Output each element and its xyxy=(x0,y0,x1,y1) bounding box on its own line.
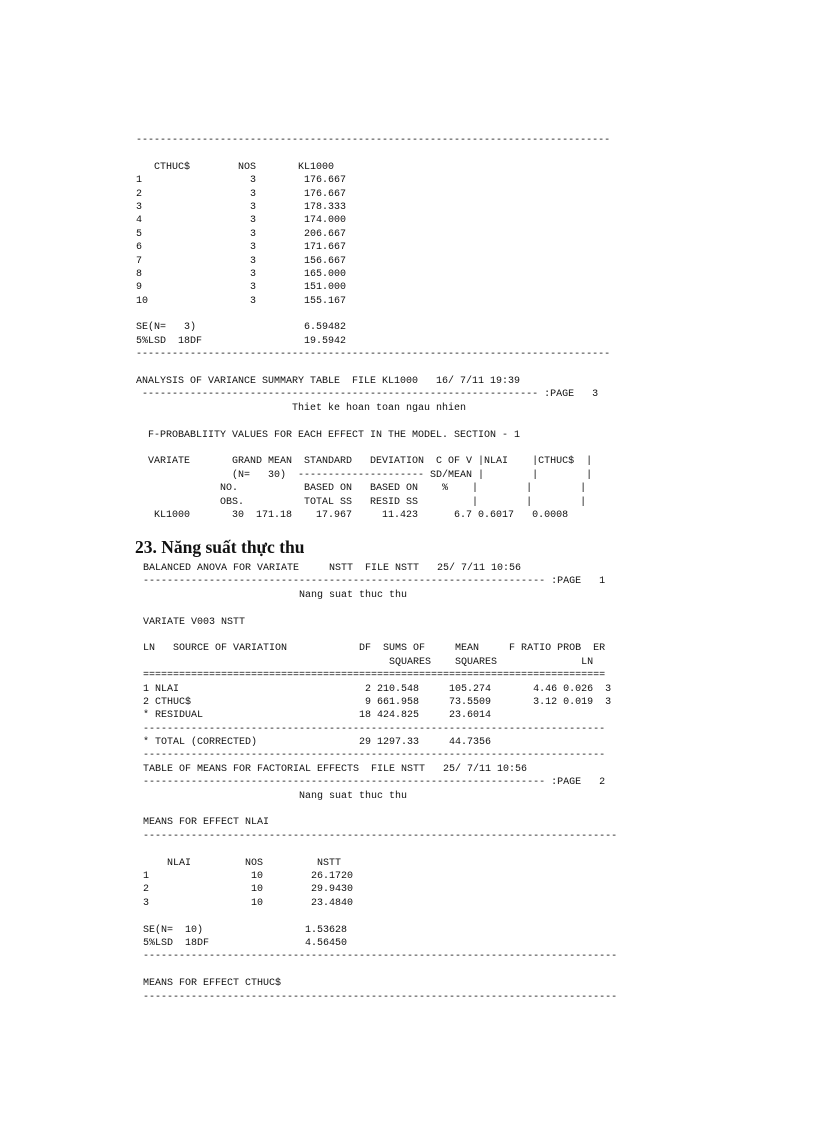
output-line: KL1000 30 171.18 17.967 11.423 6.7 0.6017 0.0008 xyxy=(136,509,569,521)
output-line: 5%LSD 18DF 19.5942 xyxy=(136,335,347,347)
output-line: SQUARES SQUARES LN xyxy=(143,656,594,668)
output-line: 1 10 26.1720 xyxy=(143,870,354,882)
output-line xyxy=(136,308,610,321)
output-line: Thiet ke hoan toan ngau nhien xyxy=(136,402,467,414)
output-line: 2 3 176.667 xyxy=(136,188,347,200)
output-line: LN SOURCE OF VARIATION DF SUMS OF MEAN F RATIO PROB ER xyxy=(143,643,606,655)
output-line xyxy=(143,602,617,615)
output-line: ------------------------------------------------------------------------------- xyxy=(143,830,618,842)
output-line: ============================================================================= xyxy=(143,670,606,682)
output-line: 2 CTHUC$ 9 661.958 73.5509 3.12 0.019 3 xyxy=(143,696,612,708)
output-line: ------------------------------------------------------------------------------- xyxy=(143,991,618,1003)
output-line: ------------------------------------------------------------------- :PAGE 2 xyxy=(143,777,606,789)
output-line: 1 NLAI 2 210.548 105.274 4.46 0.026 3 xyxy=(143,683,612,695)
output-line xyxy=(136,415,610,428)
output-line: MEANS FOR EFFECT NLAI xyxy=(143,817,270,829)
output-line: 5 3 206.667 xyxy=(136,228,347,240)
output-line: ----------------------------------------------------------------------------- xyxy=(143,750,606,762)
output-line xyxy=(136,362,610,375)
output-line: ----------------------------------------------------------------------------- xyxy=(143,723,606,735)
output-line: VARIATE GRAND MEAN STANDARD DEVIATION C OF V |NLAI |CTHUC$ | xyxy=(136,456,593,468)
output-line: BALANCED ANOVA FOR VARIATE NSTT FILE NSTT 25/ 7/11 10:56 xyxy=(143,563,522,574)
output-line xyxy=(136,147,610,160)
output-line: NLAI NOS NSTT xyxy=(143,857,342,869)
output-line: 5%LSD 18DF 4.56450 xyxy=(143,937,348,949)
output-line: NO. BASED ON BASED ON % | | | xyxy=(136,483,587,495)
output-line xyxy=(136,442,610,455)
output-line: F-PROBABLIITY VALUES FOR EACH EFFECT IN THE MODEL. SECTION - 1 xyxy=(136,429,521,441)
output-line: SE(N= 3) 6.59482 xyxy=(136,322,347,334)
output-line xyxy=(143,629,617,642)
output-line: ------------------------------------------------------------------ :PAGE 3 xyxy=(136,389,599,401)
output-line: 7 3 156.667 xyxy=(136,255,347,267)
output-line: 3 3 178.333 xyxy=(136,201,347,213)
output-line: VARIATE V003 NSTT xyxy=(143,616,246,628)
output-line: CTHUC$ NOS KL1000 xyxy=(136,161,335,173)
output-line: 9 3 151.000 xyxy=(136,282,347,294)
output-line: SE(N= 10) 1.53628 xyxy=(143,924,348,936)
output-line: ------------------------------------------------------------------------------- xyxy=(136,135,611,146)
output-line: (N= 30) --------------------- SD/MEAN | | | xyxy=(136,469,593,481)
output-line xyxy=(143,964,617,977)
output-line: ------------------------------------------------------------------------------- xyxy=(136,349,611,361)
output-line: OBS. TOTAL SS RESID SS | | | xyxy=(136,496,587,508)
output-line: 10 3 155.167 xyxy=(136,295,347,307)
output-line: 6 3 171.667 xyxy=(136,242,347,254)
section-heading: 23. Năng suất thực thu xyxy=(135,537,305,557)
output-line: Nang suat thuc thu xyxy=(143,790,408,802)
output-line: MEANS FOR EFFECT CTHUC$ xyxy=(143,978,282,990)
output-line: TABLE OF MEANS FOR FACTORIAL EFFECTS FILE NSTT 25/ 7/11 10:56 xyxy=(143,763,528,775)
anova-output-block-nstt xyxy=(143,562,617,1004)
output-line: 8 3 165.000 xyxy=(136,268,347,280)
anova-output-block-kl1000 xyxy=(136,134,610,522)
output-line: 1 3 176.667 xyxy=(136,175,347,187)
output-line: 2 10 29.9430 xyxy=(143,884,354,896)
output-line: Nang suat thuc thu xyxy=(143,589,408,601)
output-line: 3 10 23.4840 xyxy=(143,897,354,909)
output-line: * TOTAL (CORRECTED) 29 1297.33 44.7356 xyxy=(143,737,492,749)
output-line: ------------------------------------------------------------------- :PAGE 1 xyxy=(143,576,606,588)
output-line: ANALYSIS OF VARIANCE SUMMARY TABLE FILE KL1000 16/ 7/11 19:39 xyxy=(136,376,521,388)
output-line: ------------------------------------------------------------------------------- xyxy=(143,951,618,963)
output-line xyxy=(143,910,617,923)
output-line: * RESIDUAL 18 424.825 23.6014 xyxy=(143,710,492,722)
output-line xyxy=(143,803,617,816)
output-line: 4 3 174.000 xyxy=(136,215,347,227)
output-line xyxy=(143,843,617,856)
